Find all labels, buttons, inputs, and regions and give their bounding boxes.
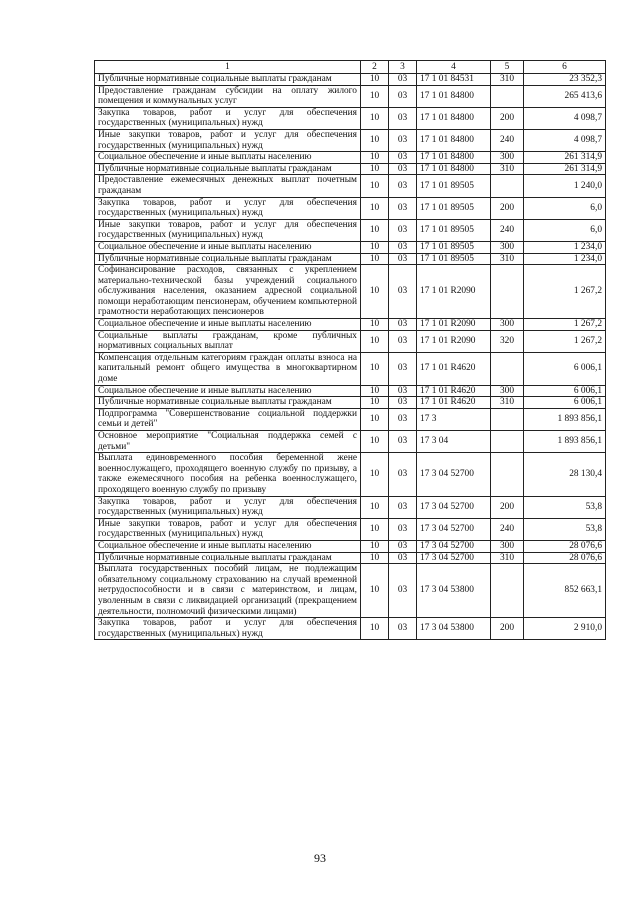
row-target-article: 17 3 04 52700	[417, 552, 491, 564]
row-description: Предоставление ежемесячных денежных выплат почетным гражданам	[95, 175, 361, 197]
row-subsection: 03	[389, 330, 417, 352]
table-row	[95, 453, 606, 496]
row-subsection: 03	[389, 618, 417, 640]
row-description: Выплата единовременного пособия беременной жене военнослужащего, проходящего военную службу по призыву, а также ежемесячного пособия на ребенка военнослужащего, проходящего военную службу по призыву	[95, 453, 361, 496]
row-target-article: 17 3 04 52700	[417, 518, 491, 540]
table-row	[95, 564, 606, 618]
row-subsection: 03	[389, 352, 417, 385]
row-section: 10	[361, 518, 389, 540]
row-description: Софинансирование расходов, связанных с укреплением материально-технической базы учреждений социального обслуживания населения, оказанием адресной социальной помощи неработающим пенсионерам, обучением компьютерной грамотности неработающих пенсионеров	[95, 265, 361, 319]
row-section: 10	[361, 552, 389, 564]
row-section: 10	[361, 618, 389, 640]
table-row	[95, 496, 606, 518]
row-subsection: 03	[389, 197, 417, 219]
row-expense-type	[491, 265, 524, 319]
row-target-article: 17 1 01 84800	[417, 152, 491, 164]
table-row	[95, 253, 606, 265]
row-expense-type	[491, 85, 524, 107]
row-amount: 852 663,1	[524, 564, 606, 618]
row-section: 10	[361, 74, 389, 86]
row-section: 10	[361, 85, 389, 107]
row-target-article: 17 1 01 R4620	[417, 397, 491, 409]
row-target-article: 17 1 01 R2090	[417, 265, 491, 319]
table-row	[95, 618, 606, 640]
row-target-article: 17 1 01 R4620	[417, 352, 491, 385]
row-section: 10	[361, 253, 389, 265]
budget-table	[94, 60, 606, 640]
table-row	[95, 85, 606, 107]
table-row	[95, 330, 606, 352]
row-target-article: 17 1 01 89505	[417, 253, 491, 265]
header-col-3: 3	[389, 61, 417, 74]
row-amount: 1 234,0	[524, 241, 606, 253]
row-amount: 1 893 856,1	[524, 408, 606, 430]
row-expense-type: 240	[491, 518, 524, 540]
row-amount: 1 893 856,1	[524, 431, 606, 453]
row-subsection: 03	[389, 385, 417, 397]
row-target-article: 17 3 04 53800	[417, 564, 491, 618]
table-header-row	[95, 61, 606, 74]
table-row	[95, 518, 606, 540]
row-description: Социальное обеспечение и иные выплаты населению	[95, 152, 361, 164]
row-amount: 2 910,0	[524, 618, 606, 640]
row-subsection: 03	[389, 265, 417, 319]
row-expense-type	[491, 453, 524, 496]
row-description: Основное мероприятие "Социальная поддержка семей с детьми"	[95, 431, 361, 453]
row-subsection: 03	[389, 431, 417, 453]
row-expense-type: 310	[491, 74, 524, 86]
row-amount: 6 006,1	[524, 397, 606, 409]
table-row	[95, 152, 606, 164]
row-section: 10	[361, 197, 389, 219]
row-section: 10	[361, 265, 389, 319]
row-subsection: 03	[389, 253, 417, 265]
header-col-6: 6	[524, 61, 606, 74]
row-description: Иные закупки товаров, работ и услуг для обеспечения государственных (муниципальных) нужд	[95, 518, 361, 540]
row-subsection: 03	[389, 163, 417, 175]
row-target-article: 17 1 01 R2090	[417, 330, 491, 352]
row-subsection: 03	[389, 552, 417, 564]
row-amount: 261 314,9	[524, 163, 606, 175]
row-target-article: 17 1 01 84800	[417, 163, 491, 175]
row-section: 10	[361, 241, 389, 253]
page-number: 93	[314, 851, 326, 865]
header-col-5: 5	[491, 61, 524, 74]
row-subsection: 03	[389, 129, 417, 151]
row-amount: 1 240,0	[524, 175, 606, 197]
row-section: 10	[361, 408, 389, 430]
row-subsection: 03	[389, 74, 417, 86]
row-section: 10	[361, 319, 389, 331]
row-expense-type: 310	[491, 253, 524, 265]
row-expense-type: 200	[491, 496, 524, 518]
row-section: 10	[361, 163, 389, 175]
row-section: 10	[361, 431, 389, 453]
row-section: 10	[361, 330, 389, 352]
table-row	[95, 397, 606, 409]
row-section: 10	[361, 129, 389, 151]
row-expense-type: 310	[491, 163, 524, 175]
row-target-article: 17 1 01 84800	[417, 129, 491, 151]
row-expense-type	[491, 431, 524, 453]
row-target-article: 17 3 04 53800	[417, 618, 491, 640]
row-expense-type: 300	[491, 319, 524, 331]
row-amount: 23 352,3	[524, 74, 606, 86]
row-amount: 1 267,2	[524, 330, 606, 352]
table-row	[95, 175, 606, 197]
row-subsection: 03	[389, 319, 417, 331]
row-section: 10	[361, 352, 389, 385]
row-subsection: 03	[389, 219, 417, 241]
row-description: Закупка товаров, работ и услуг для обеспечения государственных (муниципальных) нужд	[95, 197, 361, 219]
row-target-article: 17 3 04 52700	[417, 540, 491, 552]
header-col-4: 4	[417, 61, 491, 74]
row-description: Иные закупки товаров, работ и услуг для обеспечения государственных (муниципальных) нужд	[95, 129, 361, 151]
row-description: Публичные нормативные социальные выплаты гражданам	[95, 74, 361, 86]
row-subsection: 03	[389, 496, 417, 518]
row-amount: 4 098,7	[524, 107, 606, 129]
table-row	[95, 129, 606, 151]
row-amount: 1 267,2	[524, 265, 606, 319]
row-amount: 265 413,6	[524, 85, 606, 107]
row-amount: 6 006,1	[524, 385, 606, 397]
row-subsection: 03	[389, 540, 417, 552]
row-amount: 28 076,6	[524, 540, 606, 552]
row-amount: 53,8	[524, 496, 606, 518]
row-subsection: 03	[389, 518, 417, 540]
row-description: Социальное обеспечение и иные выплаты населению	[95, 319, 361, 331]
row-expense-type: 300	[491, 385, 524, 397]
row-target-article: 17 3	[417, 408, 491, 430]
row-description: Социальное обеспечение и иные выплаты населению	[95, 241, 361, 253]
row-target-article: 17 3 04	[417, 431, 491, 453]
row-expense-type: 300	[491, 540, 524, 552]
row-section: 10	[361, 496, 389, 518]
row-expense-type: 320	[491, 330, 524, 352]
row-target-article: 17 1 01 89505	[417, 175, 491, 197]
row-section: 10	[361, 385, 389, 397]
row-amount: 53,8	[524, 518, 606, 540]
row-section: 10	[361, 107, 389, 129]
row-target-article: 17 3 04 52700	[417, 496, 491, 518]
row-target-article: 17 1 01 84800	[417, 85, 491, 107]
table-row	[95, 540, 606, 552]
row-target-article: 17 3 04 52700	[417, 453, 491, 496]
row-expense-type	[491, 352, 524, 385]
row-description: Публичные нормативные социальные выплаты гражданам	[95, 552, 361, 564]
header-col-1: 1	[95, 61, 361, 74]
row-description: Закупка товаров, работ и услуг для обеспечения государственных (муниципальных) нужд	[95, 618, 361, 640]
row-amount: 4 098,7	[524, 129, 606, 151]
row-expense-type: 300	[491, 152, 524, 164]
row-description: Выплата государственных пособий лицам, не подлежащим обязательному социальному страхованию на случай временной нетрудоспособности и в связи с материнством, и лицам, уволенным в связи с ликвидацией организаций (прекращением деятельности, полномочий физическими лицами)	[95, 564, 361, 618]
row-subsection: 03	[389, 453, 417, 496]
row-target-article: 17 1 01 89505	[417, 197, 491, 219]
table-row	[95, 197, 606, 219]
row-subsection: 03	[389, 564, 417, 618]
row-description: Публичные нормативные социальные выплаты гражданам	[95, 163, 361, 175]
row-description: Предоставление гражданам субсидии на оплату жилого помещения и коммунальных услуг	[95, 85, 361, 107]
table-row	[95, 319, 606, 331]
table-row	[95, 107, 606, 129]
row-description: Компенсация отдельным категориям граждан оплаты взноса на капитальный ремонт общего имущества в многоквартирном доме	[95, 352, 361, 385]
row-amount: 28 076,6	[524, 552, 606, 564]
row-subsection: 03	[389, 241, 417, 253]
row-expense-type: 200	[491, 618, 524, 640]
row-expense-type	[491, 175, 524, 197]
table-row	[95, 74, 606, 86]
row-section: 10	[361, 540, 389, 552]
row-description: Социальное обеспечение и иные выплаты населению	[95, 540, 361, 552]
row-amount: 6 006,1	[524, 352, 606, 385]
row-expense-type: 200	[491, 107, 524, 129]
row-expense-type: 310	[491, 552, 524, 564]
row-expense-type	[491, 564, 524, 618]
row-target-article: 17 1 01 R2090	[417, 319, 491, 331]
row-expense-type: 240	[491, 129, 524, 151]
row-target-article: 17 1 01 89505	[417, 241, 491, 253]
row-description: Социальные выплаты гражданам, кроме публичных нормативных социальных выплат	[95, 330, 361, 352]
row-section: 10	[361, 453, 389, 496]
table-row	[95, 265, 606, 319]
row-section: 10	[361, 175, 389, 197]
row-description: Публичные нормативные социальные выплаты гражданам	[95, 253, 361, 265]
table-row	[95, 385, 606, 397]
table-row	[95, 408, 606, 430]
row-expense-type: 240	[491, 219, 524, 241]
row-target-article: 17 1 01 84531	[417, 74, 491, 86]
table-row	[95, 352, 606, 385]
row-amount: 6,0	[524, 197, 606, 219]
row-subsection: 03	[389, 85, 417, 107]
row-amount: 1 267,2	[524, 319, 606, 331]
row-amount: 6,0	[524, 219, 606, 241]
row-expense-type: 310	[491, 397, 524, 409]
row-description: Социальное обеспечение и иные выплаты населению	[95, 385, 361, 397]
row-expense-type	[491, 408, 524, 430]
table-row	[95, 241, 606, 253]
row-amount: 1 234,0	[524, 253, 606, 265]
row-section: 10	[361, 152, 389, 164]
row-target-article: 17 1 01 89505	[417, 219, 491, 241]
row-amount: 28 130,4	[524, 453, 606, 496]
row-expense-type: 300	[491, 241, 524, 253]
row-subsection: 03	[389, 107, 417, 129]
row-subsection: 03	[389, 152, 417, 164]
row-target-article: 17 1 01 R4620	[417, 385, 491, 397]
row-amount: 261 314,9	[524, 152, 606, 164]
row-description: Закупка товаров, работ и услуг для обеспечения государственных (муниципальных) нужд	[95, 496, 361, 518]
row-target-article: 17 1 01 84800	[417, 107, 491, 129]
table-body	[95, 74, 606, 640]
row-section: 10	[361, 564, 389, 618]
row-description: Иные закупки товаров, работ и услуг для обеспечения государственных (муниципальных) нужд	[95, 219, 361, 241]
row-section: 10	[361, 397, 389, 409]
table-row	[95, 552, 606, 564]
row-description: Публичные нормативные социальные выплаты гражданам	[95, 397, 361, 409]
table-row	[95, 431, 606, 453]
row-subsection: 03	[389, 408, 417, 430]
row-section: 10	[361, 219, 389, 241]
row-description: Подпрограмма "Совершенствование социальной поддержки семьи и детей"	[95, 408, 361, 430]
row-description: Закупка товаров, работ и услуг для обеспечения государственных (муниципальных) нужд	[95, 107, 361, 129]
row-subsection: 03	[389, 397, 417, 409]
table-row	[95, 163, 606, 175]
row-subsection: 03	[389, 175, 417, 197]
table-row	[95, 219, 606, 241]
row-expense-type: 200	[491, 197, 524, 219]
header-col-2: 2	[361, 61, 389, 74]
